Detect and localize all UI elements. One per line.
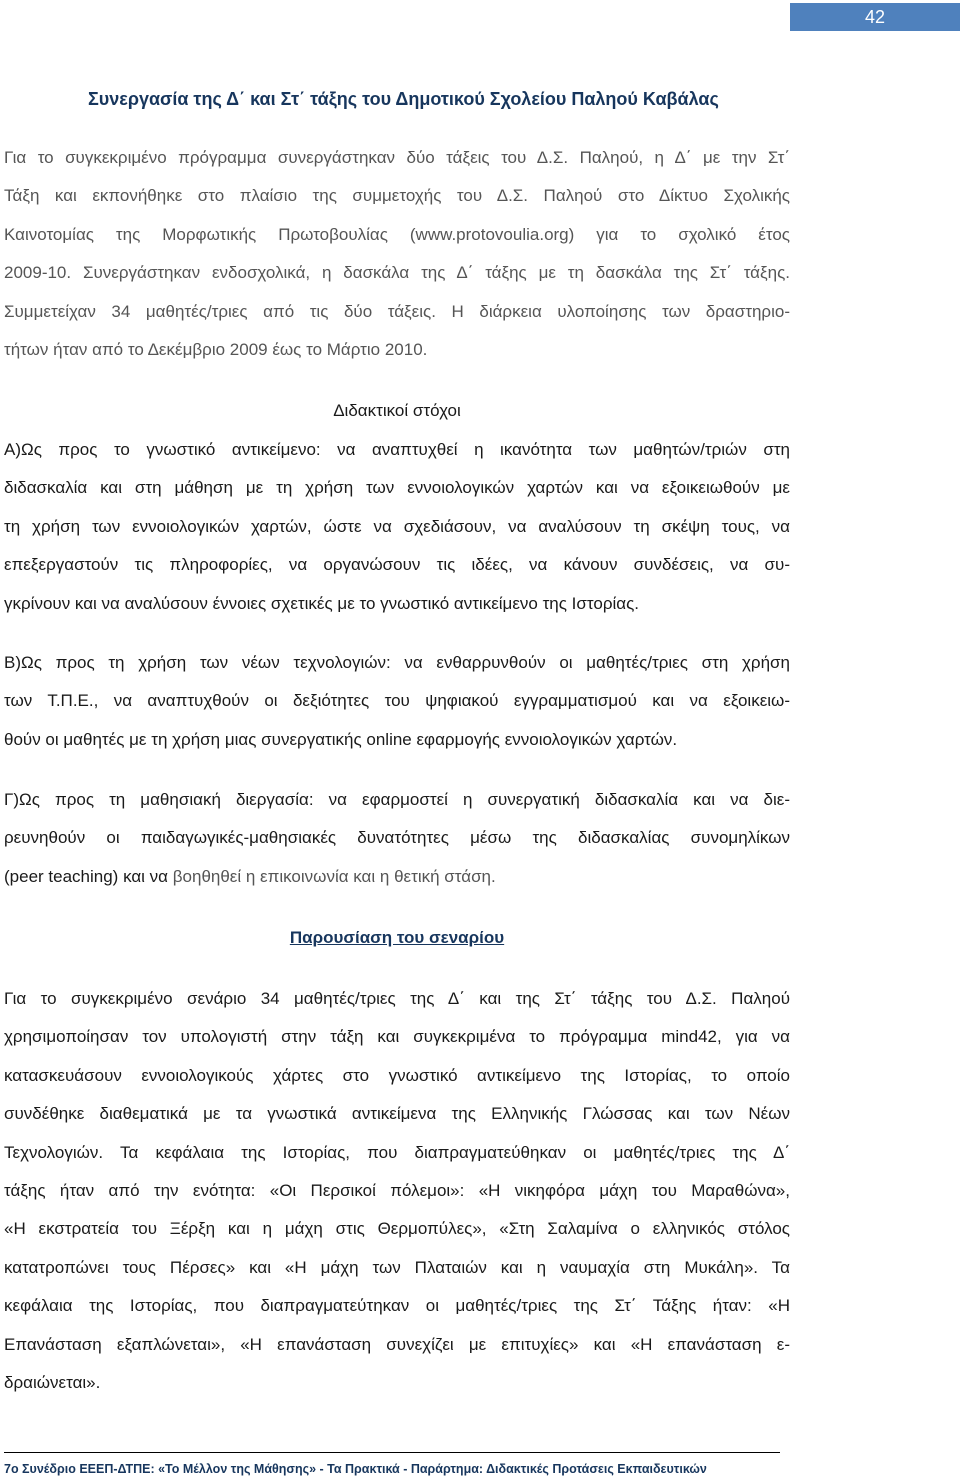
objective-a-line: επεξεργαστούν τις πληροφορίες, να οργανώσουν τις ιδέες, να κάνουν συνδέσεις, να συ- xyxy=(4,555,790,575)
scenario-line: Επανάσταση εξαπλώνεται», «Η επανάσταση συνεχίζει με επιτυχίες» και «Η επανάσταση ε- xyxy=(4,1334,790,1354)
scenario-line: συνδέθηκε διαθεματικά με τα γνωστικά αντικείμενα της Ελληνικής Γλώσσας και των Νέων xyxy=(4,1104,790,1124)
intro-line: Καινοτομίας της Μορφωτικής Πρωτοβουλίας (www.protovoulia.org) για το σχολικό έτος xyxy=(4,224,790,244)
scenario-line: Για το συγκεκριμένο σενάριο 34 μαθητές/τριες της Δ΄ και της Στ΄ τάξης του Δ.Σ. Παληού xyxy=(4,989,790,1008)
objective-a-paragraph xyxy=(4,431,790,623)
objective-c-dark-text: (peer teaching) και να xyxy=(4,866,173,886)
intro-line: Συμμετείχαν 34 μαθητές/τριες από τις δύο τάξεις. Η διάρκεια υλοποίησης των δραστηριο- xyxy=(4,301,790,321)
intro-line: Για το συγκεκριμένο πρόγραμμα συνεργάστηκαν δύο τάξεις του Δ.Σ. Παληού, η Δ΄ με την Στ΄ xyxy=(4,148,790,167)
section-title: Συνεργασία της Δ΄ και Στ΄ τάξης του Δημοτικού Σχολείου Παληού Καβάλας xyxy=(88,89,719,109)
objective-c-gray-text: βοηθηθεί η επικοινωνία και η θετική στάση. xyxy=(172,866,496,886)
scenario-line: κεφάλαια της Ιστορίας, που διαπραγματεύτηκαν οι μαθητές/τριες της Στ΄ Τάξης ήταν: «Η xyxy=(4,1296,790,1316)
scenario-line: «Η εκστρατεία του Ξέρξη και η μάχη στις Θερμοπύλες», «Στη Σαλαμίνα ο ελληνικός στόλος xyxy=(4,1219,790,1239)
scenario-paragraph xyxy=(4,980,790,1402)
scenario-line: τάξης ήταν από την ενότητα: «Οι Περσικοί πόλεμοι»: «Η νικηφόρα μάχη του Μαραθώνα», xyxy=(4,1180,790,1200)
intro-line: 2009-10. Συνεργάστηκαν ενδοσχολικά, η δασκάλα της Δ΄ τάξης με τη δασκάλα της Στ΄ τάξης. xyxy=(4,263,790,283)
page-footer: 7ο Συνέδριο ΕΕΕΠ-ΔΤΠΕ: «Το Μέλλον της Μάθησης» - Τα Πρακτικά - Παράρτημα: Διδακτικές Προτάσεις Εκπαιδευτικών xyxy=(4,1462,707,1476)
scenario-line: κατατροπώνει τους Πέρσες» και «Η μάχη των Πλαταιών και η ναυμαχία στη Μυκάλη». Τα xyxy=(4,1257,790,1277)
objective-c-line: Γ)Ως προς τη μαθησιακή διεργασία: να εφαρμοστεί η συνεργατική διδασκαλία και να διε- xyxy=(4,790,790,809)
objective-b-line: των Τ.Π.Ε., να αναπτυχθούν οι δεξιότητες του ψηφιακού εγγραμματισμού και να εξοικειω- xyxy=(4,691,790,711)
intro-line: τήτων ήταν από το Δεκέμβριο 2009 έως το Μάρτιο 2010. xyxy=(4,339,428,359)
intro-line: Τάξη και εκπονήθηκε στο πλαίσιο της συμμετοχής του Δ.Σ. Παληού στο Δίκτυο Σχολικής xyxy=(4,186,790,206)
scenario-line: δραιώνεται». xyxy=(4,1372,101,1392)
scenario-line: κατασκευάσουν εννοιολογικούς χάρτες στο γνωστικό αντικείμενο της Ιστορίας, το οποίο xyxy=(4,1065,790,1085)
page-number-badge: 42 xyxy=(790,3,960,31)
intro-paragraph xyxy=(4,139,790,369)
objective-a-line: διδασκαλία και στη μάθηση με τη χρήση των εννοιολογικών χαρτών και να εξοικειωθούν με xyxy=(4,478,790,498)
objective-b-line: θούν οι μαθητές με τη χρήση μιας συνεργατικής online εφαρμογής εννοιολογικών χαρτών. xyxy=(4,729,678,749)
scenario-line: Τεχνολογιών. Τα κεφάλαια της Ιστορίας, που διαπραγματεύθηκαν οι μαθητές/τριες της Δ΄ xyxy=(4,1142,790,1162)
objective-c-line xyxy=(4,858,790,896)
objective-c-paragraph xyxy=(4,781,790,896)
objective-a-line: Α)Ως προς το γνωστικό αντικείμενο: να αναπτυχθεί η ικανότητα των μαθητών/τριών στη xyxy=(4,440,790,459)
objective-a-line: γκρίνουν και να αναλύσουν έννοιες σχετικές με το γνωστικό αντικείμενο της Ιστορίας. xyxy=(4,593,640,613)
scenario-line: χρησιμοποίησαν τον υπολογιστή στην τάξη και συγκεκριμένα το πρόγραμμα mind42, για να xyxy=(4,1027,790,1047)
objective-b-line: Β)Ως προς τη χρήση των νέων τεχνολογιών: να ενθαρρυνθούν οι μαθητές/τριες στη χρήση xyxy=(4,653,790,672)
footer-divider xyxy=(4,1452,780,1453)
objective-a-line: τη χρήση των εννοιολογικών χαρτών, ώστε να σχεδιάσουν, να αναλύσουν τη σκέψη τους, να xyxy=(4,516,790,536)
scenario-heading: Παρουσίαση του σεναρίου xyxy=(289,928,505,947)
objectives-heading: Διδακτικοί στόχοι xyxy=(333,401,461,420)
objective-c-line: ρευνηθούν οι παιδαγωγικές-μαθησιακές δυνατότητες μέσω της διδασκαλίας συνομηλίκων xyxy=(4,828,790,848)
objective-b-paragraph xyxy=(4,644,790,759)
